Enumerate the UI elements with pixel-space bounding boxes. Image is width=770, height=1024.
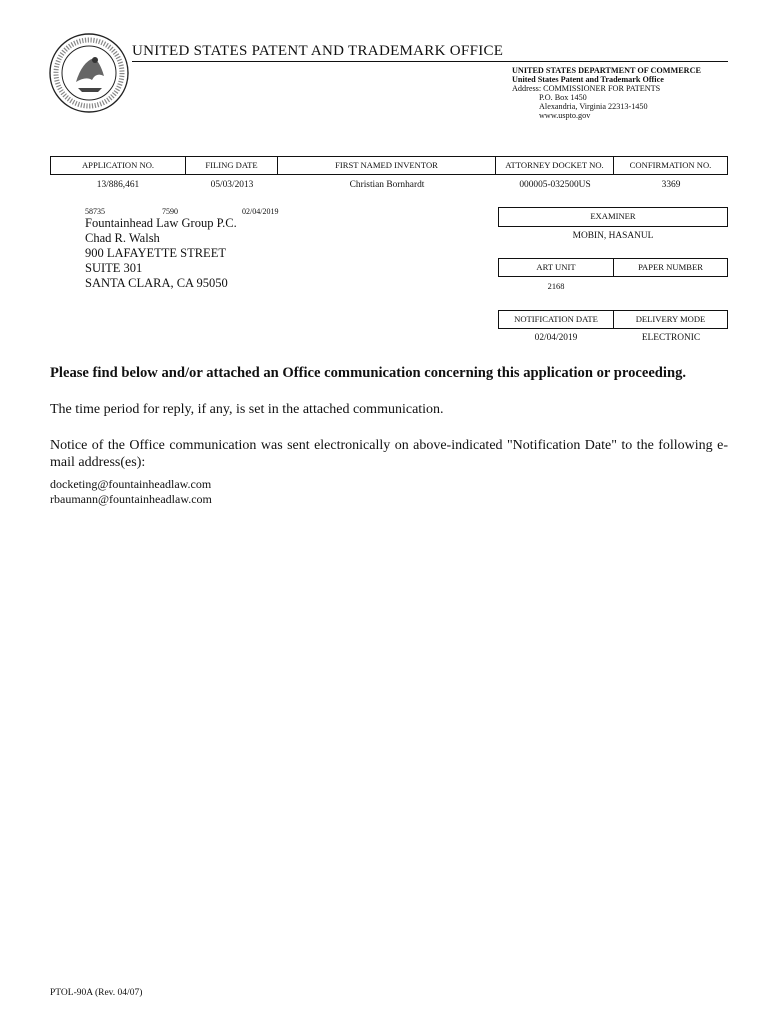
delivery-mode-value: ELECTRONIC — [641, 333, 701, 343]
paper-number-label: PAPER NUMBER — [614, 258, 728, 277]
art-unit-label: ART UNIT — [498, 258, 614, 277]
address-line-5: SANTA CLARA, CA 95050 — [85, 276, 228, 290]
confirmation-no-value: 3369 — [661, 180, 681, 190]
header-rule — [132, 61, 728, 62]
correspondence-address — [85, 216, 237, 291]
header-confirmation-no: CONFIRMATION NO. — [614, 156, 728, 175]
header-application-no: APPLICATION NO. — [50, 156, 186, 175]
notification-date-label: NOTIFICATION DATE — [498, 310, 614, 329]
address-line-1: Fountainhead Law Group P.C. — [85, 216, 237, 230]
reply-period-paragraph: The time period for reply, if any, is set in the attached communication. — [50, 402, 444, 417]
department-block — [512, 66, 701, 120]
address-date: 02/04/2019 — [242, 207, 279, 216]
dept-line-2: United States Patent and Trademark Office — [512, 75, 664, 84]
dept-line-6: www.uspto.gov — [539, 111, 591, 120]
filing-date-value: 05/03/2013 — [210, 180, 254, 190]
dept-line-4: P.O. Box 1450 — [539, 93, 587, 102]
office-title: UNITED STATES PATENT AND TRADEMARK OFFICE — [132, 43, 504, 59]
dept-line-3: Address: COMMISSIONER FOR PATENTS — [512, 84, 661, 93]
dept-line-1: UNITED STATES DEPARTMENT OF COMMERCE — [512, 66, 701, 75]
header-filing-date: FILING DATE — [186, 156, 278, 175]
form-identifier: PTOL-90A (Rev. 04/07) — [50, 988, 143, 998]
address-code-1: 58735 — [85, 207, 105, 216]
header-first-named-inventor: FIRST NAMED INVENTOR — [278, 156, 496, 175]
delivery-mode-label: DELIVERY MODE — [614, 310, 728, 329]
dept-line-5: Alexandria, Virginia 22313-1450 — [539, 102, 648, 111]
notification-date-value: 02/04/2019 — [534, 333, 578, 343]
email-address: rbaumann@fountainheadlaw.com — [50, 492, 212, 506]
header-attorney-docket-no: ATTORNEY DOCKET NO. — [496, 156, 614, 175]
email-list — [50, 477, 212, 507]
address-code-2: 7590 — [162, 207, 178, 216]
art-unit-value: 2168 — [547, 282, 565, 291]
examiner-label: EXAMINER — [498, 207, 728, 227]
uspto-seal-icon — [48, 32, 130, 114]
notice-heading: Please find below and/or attached an Office communication concerning this application or proceeding. — [50, 365, 687, 381]
address-line-3: 900 LAFAYETTE STREET — [85, 246, 226, 260]
first-named-inventor-value: Christian Bornhardt — [349, 180, 425, 190]
notification-paragraph: Notice of the Office communication was sent electronically on above-indicated "Notification Date" to the following e-mail address(es): — [50, 438, 728, 470]
address-line-2: Chad R. Walsh — [85, 231, 160, 245]
examiner-name: MOBIN, HASANUL — [572, 231, 654, 241]
address-line-4: SUITE 301 — [85, 261, 143, 275]
application-no-value: 13/886,461 — [96, 180, 140, 190]
attorney-docket-no-value: 000005-032500US — [519, 180, 591, 190]
email-address: docketing@fountainheadlaw.com — [50, 477, 212, 491]
